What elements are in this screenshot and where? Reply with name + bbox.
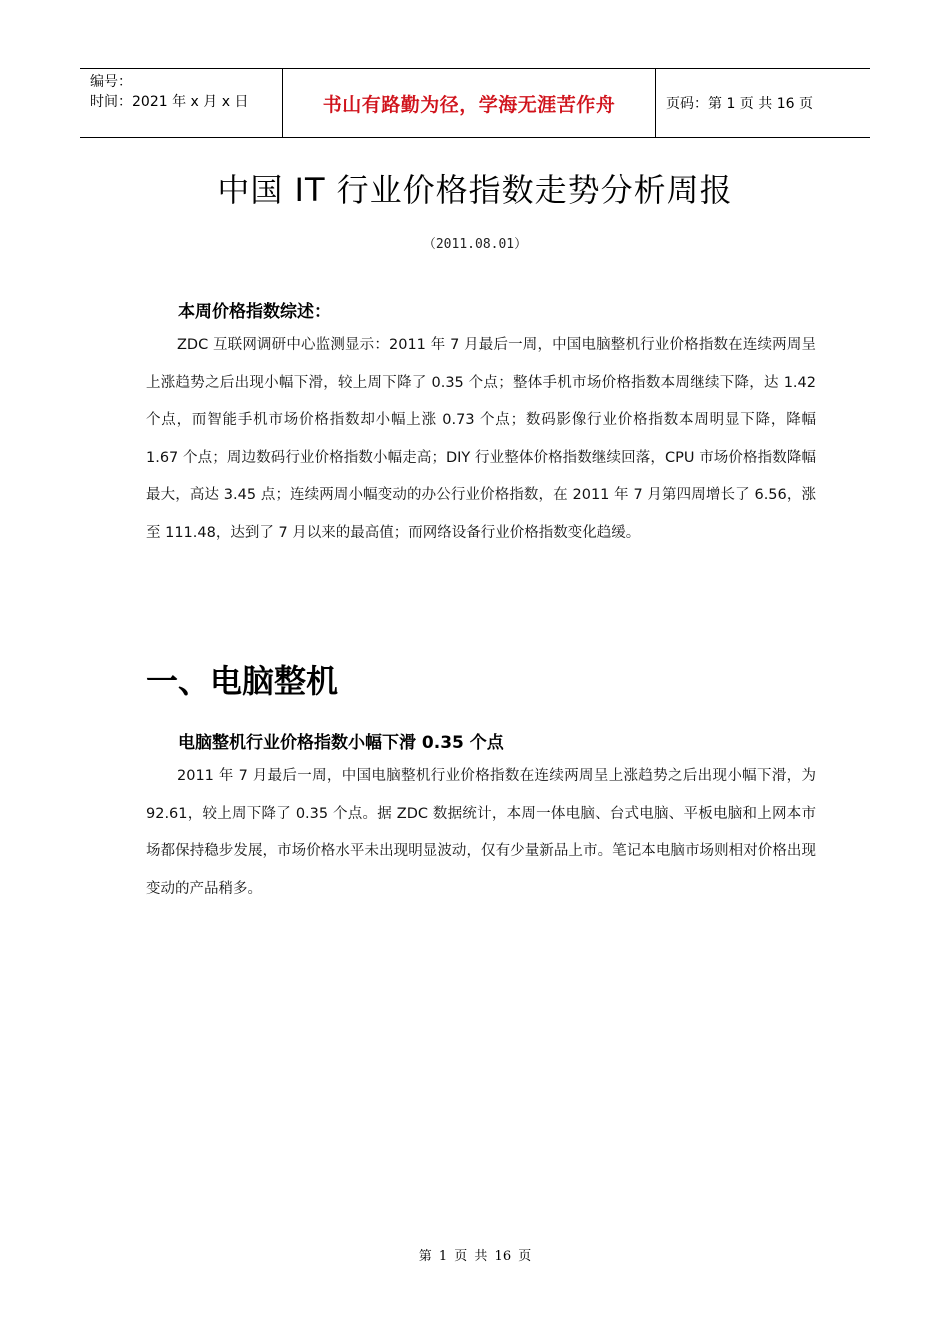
section-heading-computers: 一、电脑整机	[146, 662, 339, 700]
document-time-label: 时间：2021 年 x 月 x 日	[90, 94, 249, 110]
header-page-info: 页码：第 1 页 共 16 页	[666, 96, 813, 112]
document-date: （2011.08.01）	[422, 237, 528, 252]
summary-paragraph: ZDC 互联网调研中心监测显示：2011 年 7 月最后一周，中国电脑整机行业价格指数在连续两周呈上涨趋势之后出现小幅下滑，较上周下降了 0.35 个点；整体手机市场价格指数本周继续下降，达 1.42 个点，而智能手机市场价格指数却小幅上涨 0.73 个点；数码影像行业价格指数本周明显下降，降幅 1.67 个点；周边数码行业价格指数小幅走高；DIY 行业整体价格指数继续回落，CPU 市场价格指数降幅最大，高达 3.45 点；连续两周小幅变动的办公行业价格指数，在 2011 年 7 月第四周增长了 6.56，涨至 111.48，达到了 7 月以来的最高值；而网络设备行业价格指数变化趋缓。	[146, 337, 816, 541]
page-footer: 第 1 页 共 16 页	[418, 1249, 532, 1264]
document-title: 中国 IT 行业价格指数走势分析周报	[217, 171, 733, 209]
summary-heading: 本周价格指数综述：	[178, 302, 331, 322]
section-paragraph-computers: 2011 年 7 月最后一周，中国电脑整机行业价格指数在连续两周呈上涨趋势之后出现小幅下滑，为 92.61，较上周下降了 0.35 个点。据 ZDC 数据统计，本周一体电脑、台式电脑、平板电脑和上网本市场都保持稳步发展，市场价格水平未出现明显波动，仅有少量新品上市。笔记本电脑市场则相对价格出现变动的产品稍多。	[146, 768, 816, 897]
header-motto: 书山有路勤为径，学海无涯苦作舟	[282, 69, 656, 137]
header-meta-cell	[80, 69, 282, 137]
document-number-label: 编号：	[90, 74, 132, 90]
header-table	[80, 68, 870, 138]
section-subheading-computers: 电脑整机行业价格指数小幅下滑 0.35 个点	[178, 733, 504, 753]
